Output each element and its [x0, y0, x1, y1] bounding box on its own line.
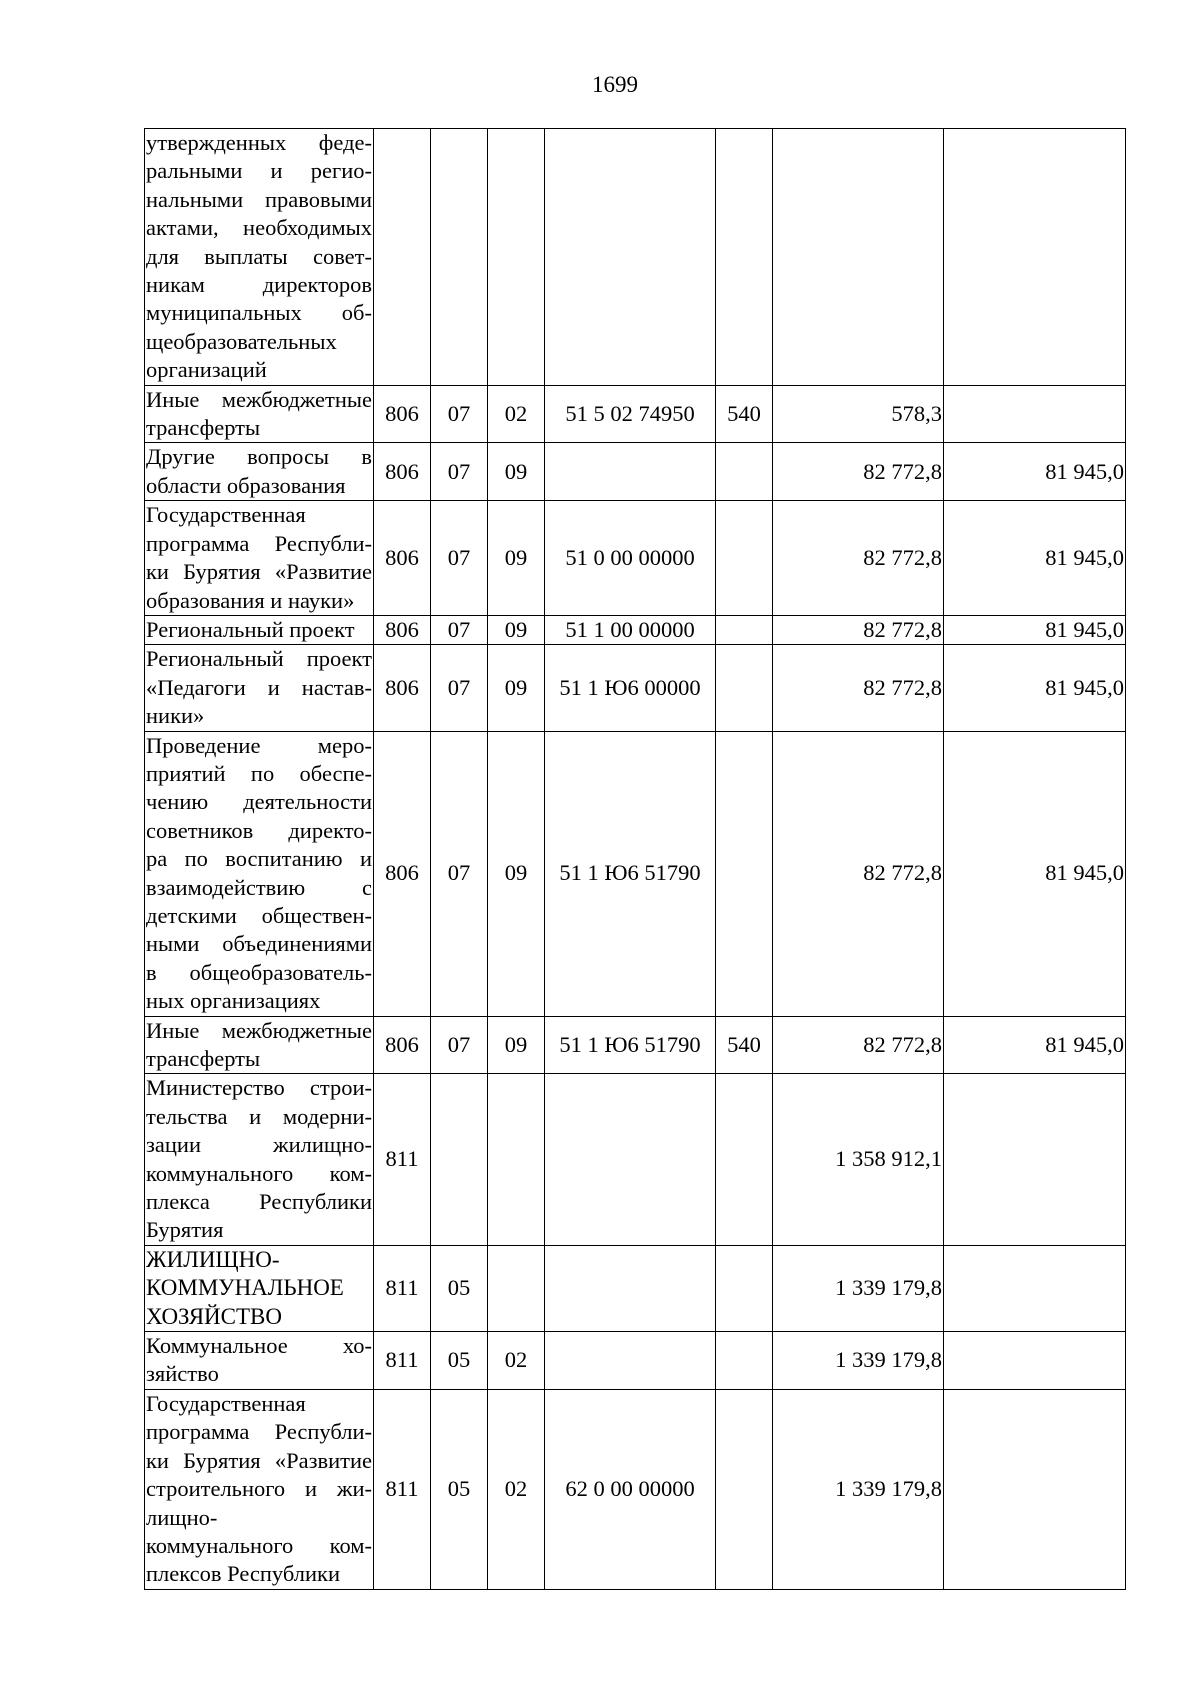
- page-number: 1699: [592, 72, 638, 97]
- target-article-cell: 51 1 Ю6 00000: [545, 645, 716, 731]
- row-name-cell: [145, 501, 374, 616]
- amount-year2-cell: 81 945,0: [944, 615, 1126, 644]
- subsection-code-cell: 09: [488, 443, 545, 501]
- section-code-cell: 07: [431, 1016, 488, 1074]
- amount-year2-cell: [944, 129, 1126, 386]
- amount-year2-cell: 81 945,0: [944, 1016, 1126, 1074]
- row-name-cell: [145, 615, 374, 644]
- ministry-code-cell: 806: [374, 731, 431, 1016]
- row-name-line: взаимодействию с: [146, 874, 372, 900]
- row-name-line: ральными и регио-: [146, 158, 372, 184]
- row-name-line: Министерство строи-: [146, 1075, 372, 1101]
- row-name-line: Коммунальное хо-: [146, 1333, 372, 1359]
- row-name-line: ки Бурятия «Развитие: [146, 559, 372, 585]
- section-code-cell: 05: [431, 1245, 488, 1331]
- amount-year1-cell: 82 772,8: [773, 615, 944, 644]
- row-name-line: тельства и модерни-: [146, 1103, 372, 1129]
- amount-year1-cell: 1 339 179,8: [773, 1332, 944, 1390]
- row-name-cell: [145, 1332, 374, 1390]
- row-name-line: Другие вопросы в: [146, 444, 372, 470]
- expense-type-cell: [716, 443, 773, 501]
- row-name-line: Региональный проект: [146, 616, 355, 642]
- row-name-line: Иные межбюджетные: [146, 386, 372, 412]
- amount-year1-cell: 578,3: [773, 385, 944, 443]
- subsection-code-cell: 09: [488, 1016, 545, 1074]
- target-article-cell: 51 0 00 00000: [545, 501, 716, 616]
- row-name-line: программа Республи-: [146, 1419, 372, 1445]
- row-name-cell: [145, 1016, 374, 1074]
- table-row: [145, 129, 1126, 386]
- row-name-line: лищно-: [146, 1504, 218, 1530]
- expense-type-cell: 540: [716, 385, 773, 443]
- row-name-line: коммунального ком-: [146, 1532, 372, 1558]
- amount-year2-cell: [944, 1074, 1126, 1245]
- target-article-cell: [545, 443, 716, 501]
- amount-year2-cell: 81 945,0: [944, 501, 1126, 616]
- table-row: [145, 443, 1126, 501]
- row-name-line: в общеобразователь-: [146, 959, 372, 985]
- subsection-code-cell: 02: [488, 1389, 545, 1589]
- table-row: [145, 385, 1126, 443]
- amount-year2-cell: 81 945,0: [944, 645, 1126, 731]
- expense-type-cell: [716, 1332, 773, 1390]
- row-name-line: организаций: [146, 357, 267, 383]
- row-name-line: советников директо-: [146, 817, 372, 843]
- section-code-cell: [431, 1074, 488, 1245]
- amount-year2-cell: 81 945,0: [944, 731, 1126, 1016]
- amount-year2-cell: [944, 385, 1126, 443]
- section-code-cell: 05: [431, 1332, 488, 1390]
- ministry-code-cell: 811: [374, 1074, 431, 1245]
- row-name-line: Бурятия: [146, 1217, 224, 1243]
- subsection-code-cell: [488, 129, 545, 386]
- subsection-code-cell: [488, 1074, 545, 1245]
- budget-table: [144, 128, 1126, 1590]
- row-name-cell: [145, 443, 374, 501]
- row-name-line: образования и науки»: [146, 587, 355, 613]
- ministry-code-cell: 806: [374, 443, 431, 501]
- expense-type-cell: [716, 1389, 773, 1589]
- ministry-code-cell: 806: [374, 645, 431, 731]
- row-name-cell: [145, 385, 374, 443]
- table-row: [145, 1389, 1126, 1589]
- expense-type-cell: 540: [716, 1016, 773, 1074]
- table-row: [145, 501, 1126, 616]
- row-name-line: детскими обществен-: [146, 902, 372, 928]
- row-name-line: коммунального ком-: [146, 1160, 372, 1186]
- row-name-line: актами, необходимых: [146, 215, 372, 241]
- table-row: [145, 1332, 1126, 1390]
- row-name-cell: [145, 1074, 374, 1245]
- row-name-line: ЖИЛИЩНО-: [146, 1246, 280, 1272]
- row-name-line: зяйство: [146, 1361, 219, 1387]
- row-name-cell: [145, 731, 374, 1016]
- row-name-line: чению деятельности: [146, 789, 372, 815]
- row-name-line: ными объединениями: [146, 931, 372, 957]
- ministry-code-cell: [374, 129, 431, 386]
- row-name-line: КОММУНАЛЬНОЕ: [146, 1275, 344, 1301]
- target-article-cell: [545, 1074, 716, 1245]
- row-name-line: муниципальных об-: [146, 300, 372, 326]
- row-name-line: трансферты: [146, 1046, 261, 1071]
- table-row: [145, 1074, 1126, 1245]
- section-code-cell: 07: [431, 615, 488, 644]
- row-name-line: ра по воспитанию и: [146, 846, 372, 872]
- row-name-line: приятий по обеспе-: [146, 760, 372, 786]
- row-name-cell: [145, 1389, 374, 1589]
- ministry-code-cell: 811: [374, 1389, 431, 1589]
- target-article-cell: 51 1 Ю6 51790: [545, 1016, 716, 1074]
- section-code-cell: 07: [431, 501, 488, 616]
- row-name-line: Проведение меро-: [146, 732, 372, 758]
- amount-year1-cell: 82 772,8: [773, 443, 944, 501]
- row-name-line: Иные межбюджетные: [146, 1017, 372, 1043]
- row-name-cell: [145, 1245, 374, 1331]
- ministry-code-cell: 806: [374, 501, 431, 616]
- expense-type-cell: [716, 731, 773, 1016]
- ministry-code-cell: 806: [374, 615, 431, 644]
- row-name-line: ки Бурятия «Развитие: [146, 1447, 372, 1473]
- row-name-line: программа Республи-: [146, 530, 372, 556]
- amount-year1-cell: 82 772,8: [773, 1016, 944, 1074]
- section-code-cell: 07: [431, 731, 488, 1016]
- table-row: [145, 731, 1126, 1016]
- row-name-line: строительного и жи-: [146, 1476, 372, 1502]
- subsection-code-cell: 09: [488, 615, 545, 644]
- subsection-code-cell: 09: [488, 501, 545, 616]
- subsection-code-cell: 02: [488, 1332, 545, 1390]
- target-article-cell: 51 1 00 00000: [545, 615, 716, 644]
- expense-type-cell: [716, 501, 773, 616]
- target-article-cell: 62 0 00 00000: [545, 1389, 716, 1589]
- row-name-cell: [145, 645, 374, 731]
- amount-year1-cell: 82 772,8: [773, 501, 944, 616]
- row-name-cell: [145, 129, 374, 386]
- row-name-line: Региональный проект: [146, 646, 372, 672]
- subsection-code-cell: 02: [488, 385, 545, 443]
- row-name-line: ники»: [146, 703, 205, 729]
- row-name-line: «Педагоги и настав-: [146, 674, 372, 700]
- ministry-code-cell: 811: [374, 1245, 431, 1331]
- row-name-line: Государственная: [146, 502, 306, 528]
- amount-year1-cell: 1 339 179,8: [773, 1389, 944, 1589]
- table-row: [145, 1016, 1126, 1074]
- row-name-line: нальными правовыми: [146, 186, 372, 212]
- amount-year1-cell: 1 358 912,1: [773, 1074, 944, 1245]
- target-article-cell: [545, 1332, 716, 1390]
- row-name-line: ХОЗЯЙСТВО: [146, 1303, 282, 1329]
- ministry-code-cell: 806: [374, 385, 431, 443]
- section-code-cell: 07: [431, 443, 488, 501]
- row-name-line: плекса Республики: [146, 1189, 372, 1215]
- amount-year2-cell: [944, 1245, 1126, 1331]
- table-row: [145, 615, 1126, 644]
- table-row: [145, 645, 1126, 731]
- expense-type-cell: [716, 645, 773, 731]
- target-article-cell: [545, 129, 716, 386]
- section-code-cell: 05: [431, 1389, 488, 1589]
- subsection-code-cell: 09: [488, 645, 545, 731]
- row-name-line: ных организациях: [146, 988, 321, 1014]
- section-code-cell: [431, 129, 488, 386]
- subsection-code-cell: [488, 1245, 545, 1331]
- target-article-cell: [545, 1245, 716, 1331]
- amount-year1-cell: 82 772,8: [773, 731, 944, 1016]
- amount-year1-cell: [773, 129, 944, 386]
- row-name-line: никам директоров: [146, 272, 372, 298]
- amount-year1-cell: 1 339 179,8: [773, 1245, 944, 1331]
- row-name-line: плексов Республики: [146, 1561, 340, 1587]
- expense-type-cell: [716, 129, 773, 386]
- target-article-cell: 51 5 02 74950: [545, 385, 716, 443]
- row-name-line: трансферты: [146, 415, 261, 441]
- target-article-cell: 51 1 Ю6 51790: [545, 731, 716, 1016]
- expense-type-cell: [716, 1074, 773, 1245]
- row-name-line: утвержденных феде-: [146, 130, 372, 155]
- row-name-line: для выплаты совет-: [146, 243, 372, 269]
- amount-year2-cell: [944, 1389, 1126, 1589]
- expense-type-cell: [716, 1245, 773, 1331]
- ministry-code-cell: 811: [374, 1332, 431, 1390]
- amount-year2-cell: [944, 1332, 1126, 1390]
- row-name-line: области образования: [146, 472, 346, 498]
- section-code-cell: 07: [431, 645, 488, 731]
- row-name-line: щеобразовательных: [146, 328, 337, 354]
- section-code-cell: 07: [431, 385, 488, 443]
- amount-year2-cell: 81 945,0: [944, 443, 1126, 501]
- ministry-code-cell: 806: [374, 1016, 431, 1074]
- row-name-line: Государственная: [146, 1390, 306, 1416]
- expense-type-cell: [716, 615, 773, 644]
- subsection-code-cell: 09: [488, 731, 545, 1016]
- amount-year1-cell: 82 772,8: [773, 645, 944, 731]
- row-name-line: зации жилищно-: [146, 1132, 372, 1158]
- table-row: [145, 1245, 1126, 1331]
